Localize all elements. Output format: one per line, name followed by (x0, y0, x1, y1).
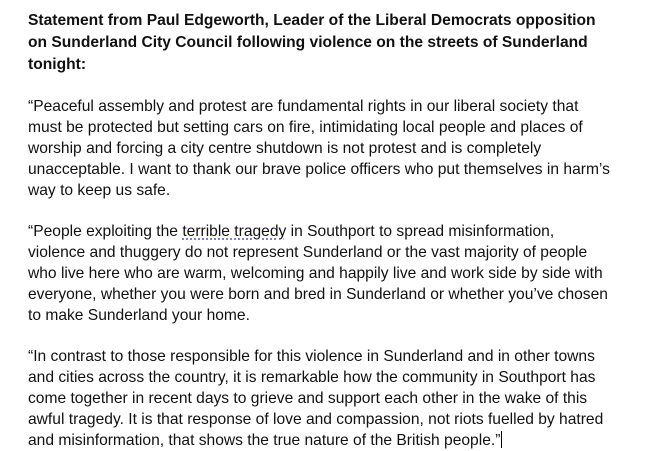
paragraph-peaceful-assembly: “Peaceful assembly and protest are fundamental rights in our liberal society that must be protected but setting cars on fire, intimidating local people and places of worship and forcing a city centre shutdown is not protest and is completely unacceptable. I want to thank our brave police officers who put themselves in harm’s way to keep us safe. (28, 98, 610, 199)
paragraph-exploiting-tragedy (28, 221, 640, 326)
paragraph-2-rest: in Southport to spread misinformation, violence and thuggery do not represent Sunderland or the vast majority of people who live here who are warm, welcoming and happily live and work side by side with everyone, whether you were born and bred in Sunderland or whether you’ve chosen to make Sunderland your home. (28, 223, 608, 324)
paragraph-2-start: “People exploiting the (28, 223, 183, 240)
spellcheck-flagged-phrase[interactable]: terrible tragedy (182, 223, 287, 240)
paragraph-community-response (28, 346, 640, 451)
text-cursor (501, 431, 502, 448)
document-body[interactable] (28, 10, 640, 451)
paragraph-3-text: “In contrast to those responsible for this violence in Sunderland and in other towns and cities across the country, it is remarkable how the community in Southport has come together in recent days to grieve and support each other in the wake of this awful tragedy. It is that response of love and compassion, not riots fuelled by hatred and misinformation, that shows the true nature of the British people.” (28, 348, 604, 449)
statement-heading: Statement from Paul Edgeworth, Leader of the Liberal Democrats opposition on Sunderland City Council following violence on the streets of Sunderland tonight: (28, 12, 596, 73)
